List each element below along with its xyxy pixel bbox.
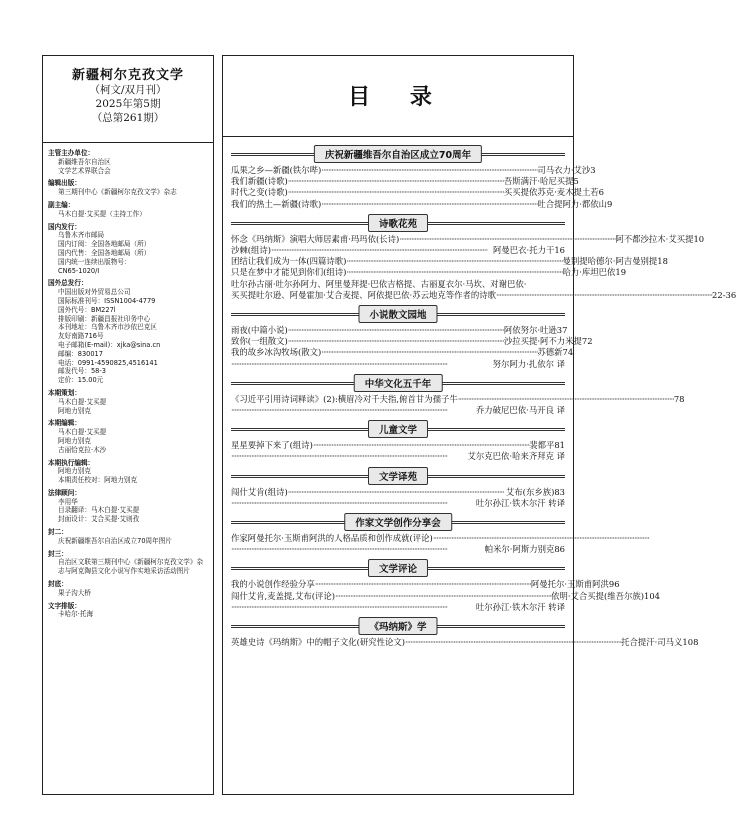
info-line: 电话：0991-4590825,4516141 (58, 358, 158, 367)
info-label: 国内发行： (48, 222, 81, 231)
section-header (231, 466, 565, 485)
leader-dots (399, 234, 615, 245)
toc-entry[interactable] (231, 289, 736, 301)
leader-dots (433, 533, 649, 544)
toc-entry[interactable] (231, 347, 574, 358)
info-label: 本期编辑： (48, 419, 81, 428)
toc-entry-line[interactable]: 吐尔孙古丽·吐尔孙阿力、阿里曼拜提·巴依吉格提、古丽夏衣尔·马坎、对谢巴依· (231, 278, 527, 289)
toc-entry[interactable] (231, 336, 593, 347)
info-line: 自治区文联第三期刊中心《新疆柯尔克孜文学》杂志与阿克陶县文化小说写作实地采访活动图片 (58, 558, 204, 576)
entry-title: 作家阿曼托尔·玉斯甫阿洪的人格品质和创作成就(评论) (231, 533, 433, 544)
info-line: 国际标准刊号：ISSN1004-4779 (58, 296, 156, 305)
info-line: 本期责任校对：阿地力别克 (58, 476, 138, 485)
entry-author-page: 艾布(东乡族)83 (505, 486, 565, 497)
entry-author-page: 阿依努尔·吐逊37 (503, 325, 568, 336)
table-of-contents (222, 55, 736, 795)
entry-title: 闯什艾肯(组诗) (231, 486, 288, 497)
section-header (231, 512, 565, 531)
toc-entry[interactable] (231, 165, 596, 176)
entry-translator: 努尔阿力·扎依尔 译 (492, 358, 565, 369)
info-label: 本期执行编辑： (48, 458, 95, 467)
toc-header (223, 56, 573, 137)
section-title: 文学评论 (368, 559, 428, 577)
left-sidebar (42, 55, 214, 795)
toc-entry[interactable] (231, 544, 565, 555)
info-group (48, 489, 208, 528)
entry-author-page: 依明·艾合买提(维吾尔族)104 (551, 590, 661, 601)
info-line: 邮编：830017 (58, 349, 103, 358)
info-line: 目录翻译：马木白提·艾买提 (58, 506, 140, 515)
leader-dots (231, 602, 476, 613)
entry-translator: 吐尔孙江·铁木尔汗 转译 (475, 601, 565, 612)
info-line: CN65-1020/I (58, 266, 100, 275)
toc-entry[interactable] (231, 405, 565, 416)
entry-author-page: 买买提依苏克·麦木提土若6 (503, 187, 605, 198)
entry-author-page: 沙拉买提·阿不力米提72 (503, 336, 593, 347)
leader-dots (335, 591, 551, 602)
entry-translator: 吐尔孙江·铁木尔汗 转译 (475, 497, 565, 508)
total-issue-line: （总第261期） (91, 112, 165, 124)
entry-title: 我的小说创作经验分享 (231, 579, 315, 590)
info-line: 古丽恰克拉·木沙 (58, 445, 107, 454)
leader-dots (288, 336, 504, 347)
info-group (48, 389, 208, 419)
info-label: 封底： (48, 580, 68, 589)
leader-dots (288, 487, 506, 498)
info-group (48, 179, 208, 201)
info-line: 定价：15.00元 (58, 376, 104, 385)
toc-entry[interactable] (231, 590, 661, 602)
entry-title: 只是在梦中才能见到你们(组诗) (231, 267, 347, 278)
entry-title: 沙棘(组诗) (231, 245, 272, 256)
toc-title: 目 录 (348, 85, 448, 110)
entry-title: 瓜果之乡—新疆(铁尔哔) (231, 165, 322, 175)
leader-dots (346, 256, 562, 267)
info-line: 乌鲁木齐市邮局 (58, 231, 105, 240)
entry-author-page: 阿曼托尔·玉斯甫阿洪96 (530, 579, 620, 590)
entry-translator: 帕米尔·阿斯力别克86 (484, 544, 565, 555)
toc-entry[interactable] (231, 393, 685, 405)
info-line: 马木白提·艾买提 (58, 397, 107, 406)
leader-dots (231, 451, 468, 462)
section-title: 庆祝新疆维吾尔自治区成立70周年 (314, 145, 482, 163)
entry-title: 《习近平引用诗词释读》(2):横眉冷对千夫指,俯首甘为孺子牛 (231, 393, 458, 404)
section-header (231, 419, 565, 438)
entry-title: 我们新疆(诗歌) (231, 176, 288, 187)
toc-entry[interactable] (231, 637, 699, 648)
entry-title: 时代之变(诗歌) (231, 187, 288, 198)
toc-entry[interactable] (231, 198, 613, 210)
edition-line: （柯文/双月刊） (89, 84, 167, 96)
info-line: 阿地力别克 (58, 467, 91, 476)
info-line: 国内代售：全国各地邮局（所） (58, 248, 151, 257)
leader-dots (288, 176, 504, 187)
info-group (48, 602, 208, 624)
info-line: 本刊地址：乌鲁木齐市沙依巴克区 (58, 323, 157, 332)
leader-dots (458, 394, 674, 405)
toc-entry[interactable] (231, 579, 620, 590)
leader-dots (231, 544, 485, 555)
info-line: 果子沟大桥 (58, 588, 91, 597)
section-title: 文学译苑 (368, 467, 428, 485)
info-group (48, 279, 208, 389)
info-label: 文字排版： (48, 601, 81, 610)
info-line: 新疆维吾尔自治区 (58, 157, 111, 166)
toc-entry[interactable] (231, 233, 705, 245)
section-header (231, 213, 565, 232)
info-label: 本期策划： (48, 388, 81, 397)
info-group (48, 580, 208, 602)
toc-entry[interactable] (231, 440, 565, 451)
toc-entry[interactable] (231, 325, 568, 336)
info-line: 国外代号：BM227l (58, 305, 116, 314)
info-line: 国内统一连续出版物号： (58, 257, 131, 266)
info-line: 阿地力别克 (58, 436, 91, 445)
entry-author-page: 吾斯满汗·哈尼买提5 (503, 176, 579, 187)
leader-dots (271, 245, 493, 256)
entry-translator: 艾尔克巴依·哈来齐拜克 译 (467, 451, 565, 462)
info-group (48, 223, 208, 280)
issue-line: 2025年第5期 (95, 98, 161, 110)
entry-title: 团结让我们成为一体(四篇诗歌) (231, 256, 347, 267)
leader-dots (231, 405, 476, 416)
entry-title: 雨夜(中篇小说) (231, 325, 288, 336)
toc-entry[interactable] (231, 267, 627, 278)
entry-title: 闯什艾肯,麦盖提,艾布(评论) (231, 590, 335, 601)
entry-title: 我的故乡冰沟牧场(散文) (231, 347, 322, 358)
info-line: 马木白提·艾买提 (58, 428, 107, 437)
info-group (48, 528, 208, 550)
info-line: 电子邮箱(E-mail)：xjka@sina.cn (58, 340, 161, 349)
leader-dots (405, 637, 621, 648)
info-line: 阿地力别克 (58, 406, 91, 415)
leader-dots (288, 187, 504, 198)
info-group (48, 149, 208, 179)
info-line: 文学艺术界联合会 (58, 166, 111, 175)
leader-dots (231, 498, 476, 509)
toc-entry[interactable] (231, 359, 565, 370)
toc-entry[interactable] (231, 187, 605, 198)
leader-dots (313, 440, 529, 451)
entry-author-page: 阿不都沙拉木·艾买提10 (615, 233, 705, 244)
section-header (231, 616, 565, 635)
toc-entry[interactable] (231, 256, 668, 267)
section-title: 《玛纳斯》学 (358, 617, 437, 635)
info-label: 封二： (48, 528, 68, 537)
info-line: 封面设计：艾合买提·艾则孜 (58, 515, 140, 524)
entry-author-page: 哈力·库坦巴依19 (562, 267, 627, 278)
info-group (48, 201, 208, 223)
entry-author-page: 22-36 (712, 289, 736, 300)
toc-entry[interactable] (231, 533, 565, 544)
info-line: 邮发代号：58-3 (58, 367, 106, 376)
section-title: 诗歌花苑 (368, 214, 428, 232)
toc-body (223, 137, 736, 648)
entry-author-page: 托合提汗·司马义108 (621, 637, 699, 648)
entry-title: 英雄史诗《玛纳斯》中的帽子文化(研究性论文) (231, 637, 406, 648)
publication-info (43, 143, 213, 623)
info-group (48, 550, 208, 580)
section-title: 中华文化五千年 (354, 374, 443, 392)
toc-entry[interactable] (231, 498, 565, 509)
leader-dots (315, 579, 531, 590)
info-label: 封三： (48, 549, 68, 558)
info-label: 国外总发行： (48, 279, 88, 288)
entry-author-page: 曼别提哈德尔·阿吉曼别提18 (562, 256, 668, 267)
info-line: 庆祝新疆维吾尔自治区成立70周年图片 (58, 536, 172, 545)
info-label: 副主编： (48, 200, 75, 209)
toc-entry[interactable] (231, 602, 565, 613)
entry-author-page: 阿曼巴衣·托力干16 (493, 245, 565, 256)
info-group (48, 459, 208, 489)
info-line: 排版印刷：新疆昌报社印务中心 (58, 314, 151, 323)
toc-entry[interactable] (231, 487, 565, 498)
masthead (43, 56, 213, 143)
entry-title: 我们的热土—新疆(诗歌) (231, 198, 322, 209)
entry-author-page: 78 (673, 393, 685, 404)
info-line: 中国出版对外贸易总公司 (58, 288, 131, 297)
info-line: 友好南路716号 (58, 332, 104, 341)
leader-dots (321, 165, 537, 176)
section-header (231, 304, 565, 323)
info-line: 马木白提·艾买提（主持工作） (58, 209, 146, 218)
info-label: 主管主办单位： (48, 149, 95, 157)
section-title: 作家文学创作分享会 (344, 513, 452, 531)
section-header (231, 144, 565, 163)
info-line: 卡哈尔·托海 (58, 610, 94, 619)
entry-title: 致你(一组散文) (231, 336, 288, 347)
toc-entry[interactable] (231, 176, 579, 187)
entry-title: 买买提吐尔逊、阿曼霍加·艾合麦提、阿依提巴依·苏云地克等作者的诗歌 (231, 289, 496, 300)
info-line: 李用华 (58, 497, 78, 506)
info-group (48, 419, 208, 458)
toc-entry[interactable] (231, 245, 565, 256)
section-header (231, 373, 565, 392)
leader-dots (231, 359, 493, 370)
entry-author-page: 司马衣力·艾沙3 (537, 165, 596, 175)
leader-dots (496, 290, 712, 301)
section-title: 小说散文园地 (358, 305, 437, 323)
leader-dots (321, 347, 537, 358)
leader-dots (288, 325, 504, 336)
entry-author-page: 苏德新74 (537, 347, 574, 358)
entry-author-page: 吐合提阿力·都依山9 (537, 198, 613, 209)
entry-author-page: 裴都平81 (529, 440, 565, 451)
info-line: 第三期刊中心《新疆柯尔克孜文学》杂志 (58, 188, 177, 197)
leader-dots (346, 267, 562, 278)
info-label: 法律顾问： (48, 488, 81, 497)
leader-dots (321, 199, 537, 210)
magazine-title: 新疆柯尔克孜文学 (71, 68, 184, 83)
section-title: 儿童文学 (368, 420, 428, 438)
info-label: 编辑出版： (48, 179, 81, 188)
section-header (231, 558, 565, 577)
entry-title: 星星要掉下来了(组诗) (231, 440, 313, 451)
entry-translator: 乔力破尼巴依·马开良 译 (475, 405, 565, 416)
entry-title: 怀念《玛纳斯》演唱大师居素甫·玛玛依(长诗) (231, 233, 400, 244)
toc-entry[interactable] (231, 451, 565, 462)
info-line: 国内订阅：全国各地邮局（所） (58, 240, 151, 249)
